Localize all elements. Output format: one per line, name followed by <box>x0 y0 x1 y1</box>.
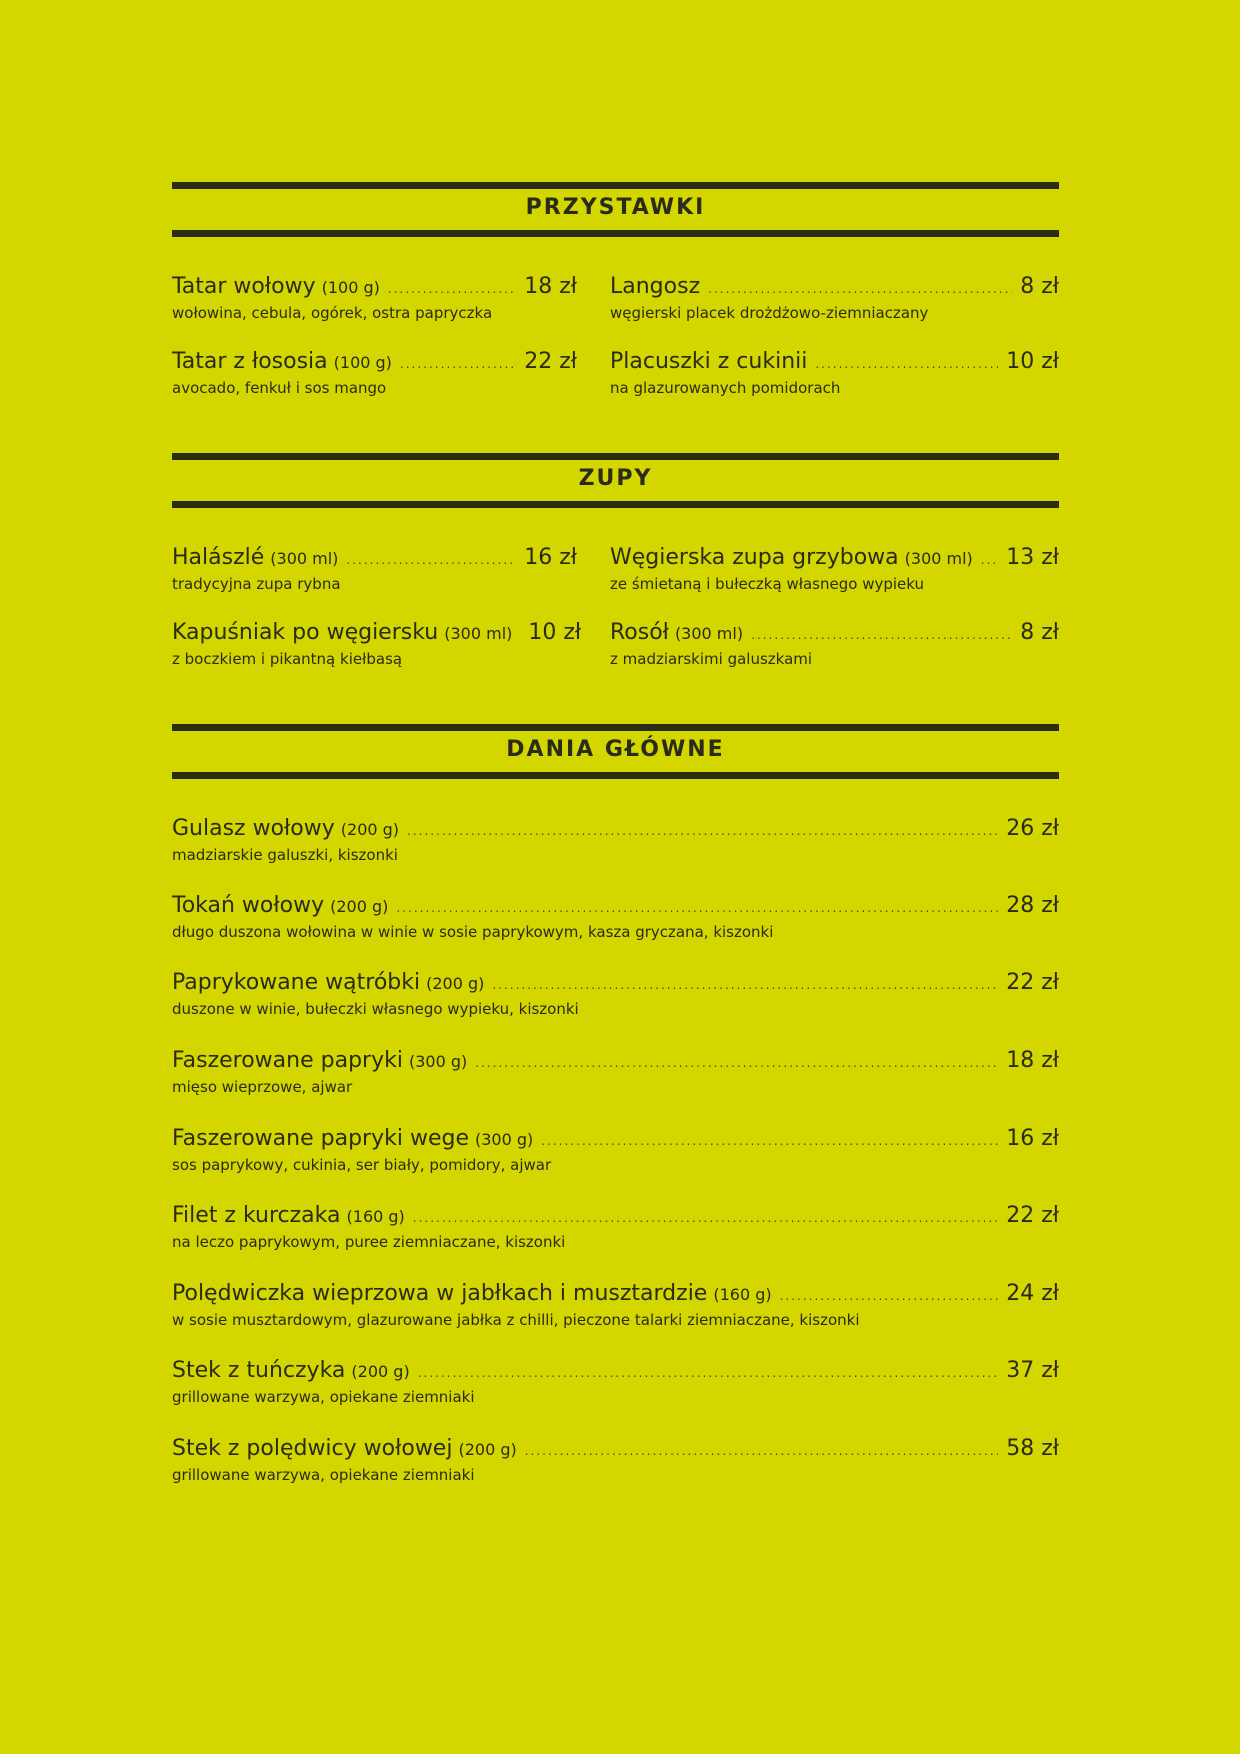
item-name: Kapuśniak po węgiersku <box>172 620 439 645</box>
item-name: Placuszki z cukinii <box>610 349 808 374</box>
menu-item <box>172 814 1059 865</box>
item-name: Halászlé <box>172 545 265 570</box>
item-price: 26 zł <box>1006 816 1059 841</box>
item-qty: (200 g) <box>426 974 485 993</box>
dot-leader <box>413 1212 998 1224</box>
menu-item <box>610 543 1059 594</box>
item-description: na glazurowanych pomidorach <box>610 379 841 397</box>
item-qty: (200 g) <box>340 820 400 839</box>
dot-leader <box>525 1445 998 1457</box>
item-price: 22 zł <box>1006 1203 1059 1228</box>
item-qty: (160 g) <box>713 1285 772 1304</box>
item-price: 18 zł <box>1006 1048 1059 1073</box>
item-price: 8 zł <box>1020 620 1059 645</box>
item-description: na leczo paprykowym, puree ziemniaczane, kiszonki <box>172 1233 566 1251</box>
item-price: 28 zł <box>1006 893 1059 918</box>
menu-item <box>172 1201 1059 1252</box>
dot-leader <box>541 1135 998 1147</box>
item-price: 10 zł <box>1006 349 1059 374</box>
item-price: 24 zł <box>1006 1281 1059 1306</box>
item-description: długo duszona wołowina w winie w sosie paprykowym, kasza gryczana, kiszonki <box>172 923 774 941</box>
dot-leader <box>981 554 998 566</box>
dot-leader <box>388 283 516 295</box>
menu-item <box>172 968 1059 1019</box>
divider <box>172 501 1059 508</box>
item-description: grillowane warzywa, opiekane ziemniaki <box>172 1388 475 1406</box>
menu-item <box>610 272 1059 323</box>
item-name: Paprykowane wątróbki <box>172 970 421 995</box>
dot-leader <box>407 825 998 837</box>
dot-leader <box>396 902 998 914</box>
item-description: tradycyjna zupa rybna <box>172 575 341 593</box>
item-description: madziarskie galuszki, kiszonki <box>172 846 398 864</box>
item-name: Faszerowane papryki <box>172 1048 403 1073</box>
item-description: duszone w winie, bułeczki własnego wypieku, kiszonki <box>172 1000 579 1018</box>
item-qty: (300 g) <box>408 1052 468 1071</box>
item-description: węgierski placek drożdżowo-ziemniaczany <box>610 304 929 322</box>
dot-leader <box>346 554 516 566</box>
item-name: Polędwiczka wieprzowa w jabłkach i musztardzie <box>172 1281 708 1306</box>
menu-item <box>172 1046 1059 1097</box>
item-name: Węgierska zupa grzybowa <box>610 545 899 570</box>
dot-leader <box>780 1290 999 1302</box>
item-price: 16 zł <box>1006 1126 1059 1151</box>
item-price: 10 zł <box>528 620 582 645</box>
item-description: wołowina, cebula, ogórek, ostra papryczka <box>172 304 493 322</box>
item-name: Tatar z łososia <box>172 349 328 374</box>
item-price: 8 zł <box>1020 274 1059 299</box>
divider <box>172 230 1059 237</box>
item-name: Stek z tuńczyka <box>172 1358 346 1383</box>
item-qty: (100 g) <box>321 278 380 297</box>
item-description: w sosie musztardowym, glazurowane jabłka z chilli, pieczone talarki ziemniaczane, kiszonki <box>172 1311 860 1329</box>
menu-item <box>610 618 1059 669</box>
section-header-dania-glowne <box>172 724 1059 780</box>
section-title: PRZYSTAWKI <box>525 195 706 220</box>
dot-leader <box>400 358 516 370</box>
item-price: 37 zł <box>1006 1358 1059 1383</box>
item-qty: (300 ml) <box>904 549 973 568</box>
divider <box>172 182 1059 189</box>
item-description: avocado, fenkuł i sos mango <box>172 379 387 397</box>
divider <box>172 724 1059 731</box>
menu-page <box>172 0 1059 1754</box>
item-qty: (200 g) <box>330 897 389 916</box>
section-title: DANIA GŁÓWNE <box>506 737 725 762</box>
item-name: Tatar wołowy <box>172 274 316 299</box>
item-name: Rosół <box>610 620 669 645</box>
item-qty: (300 ml) <box>444 624 513 643</box>
item-price: 58 zł <box>1006 1436 1059 1461</box>
dot-leader <box>475 1057 998 1069</box>
menu-item <box>172 891 1059 942</box>
dot-leader <box>492 979 998 991</box>
item-qty: (160 g) <box>346 1207 405 1226</box>
section-title: ZUPY <box>578 466 653 491</box>
menu-item <box>172 1434 1059 1485</box>
menu-item <box>610 347 1059 398</box>
section-header-zupy <box>172 453 1059 509</box>
item-description: z madziarskimi galuszkami <box>610 650 813 668</box>
item-price: 16 zł <box>524 545 577 570</box>
divider <box>172 772 1059 779</box>
item-name: Gulasz wołowy <box>172 816 335 841</box>
item-name: Stek z polędwicy wołowej <box>172 1436 453 1461</box>
dot-leader <box>708 283 1012 295</box>
item-qty: (100 g) <box>333 353 392 372</box>
item-qty: (200 g) <box>351 1362 410 1381</box>
menu-item <box>172 272 577 323</box>
menu-item <box>172 347 577 398</box>
dot-leader <box>418 1367 999 1379</box>
item-qty: (300 ml) <box>674 624 744 643</box>
item-name: Tokań wołowy <box>172 893 325 918</box>
item-description: sos paprykowy, cukinia, ser biały, pomidory, ajwar <box>172 1156 552 1174</box>
item-price: 18 zł <box>524 274 577 299</box>
item-description: ze śmietaną i bułeczką własnego wypieku <box>610 575 924 593</box>
item-name: Langosz <box>610 274 701 299</box>
dot-leader <box>815 358 998 370</box>
menu-item <box>172 1124 1059 1175</box>
menu-item <box>172 1356 1059 1407</box>
item-qty: (300 g) <box>474 1130 534 1149</box>
item-price: 22 zł <box>1006 970 1059 995</box>
divider <box>172 453 1059 460</box>
item-name: Faszerowane papryki wege <box>172 1126 469 1151</box>
item-qty: (300 ml) <box>270 549 339 568</box>
item-name: Filet z kurczaka <box>172 1203 341 1228</box>
menu-item <box>172 618 582 669</box>
menu-item <box>172 543 577 594</box>
dot-leader <box>751 629 1012 641</box>
item-qty: (200 g) <box>458 1440 517 1459</box>
item-price: 13 zł <box>1006 545 1059 570</box>
item-description: grillowane warzywa, opiekane ziemniaki <box>172 1466 475 1484</box>
item-description: mięso wieprzowe, ajwar <box>172 1078 353 1096</box>
menu-item <box>172 1279 1059 1330</box>
item-price: 22 zł <box>524 349 577 374</box>
item-description: z boczkiem i pikantną kiełbasą <box>172 650 403 668</box>
section-header-przystawki <box>172 182 1059 238</box>
